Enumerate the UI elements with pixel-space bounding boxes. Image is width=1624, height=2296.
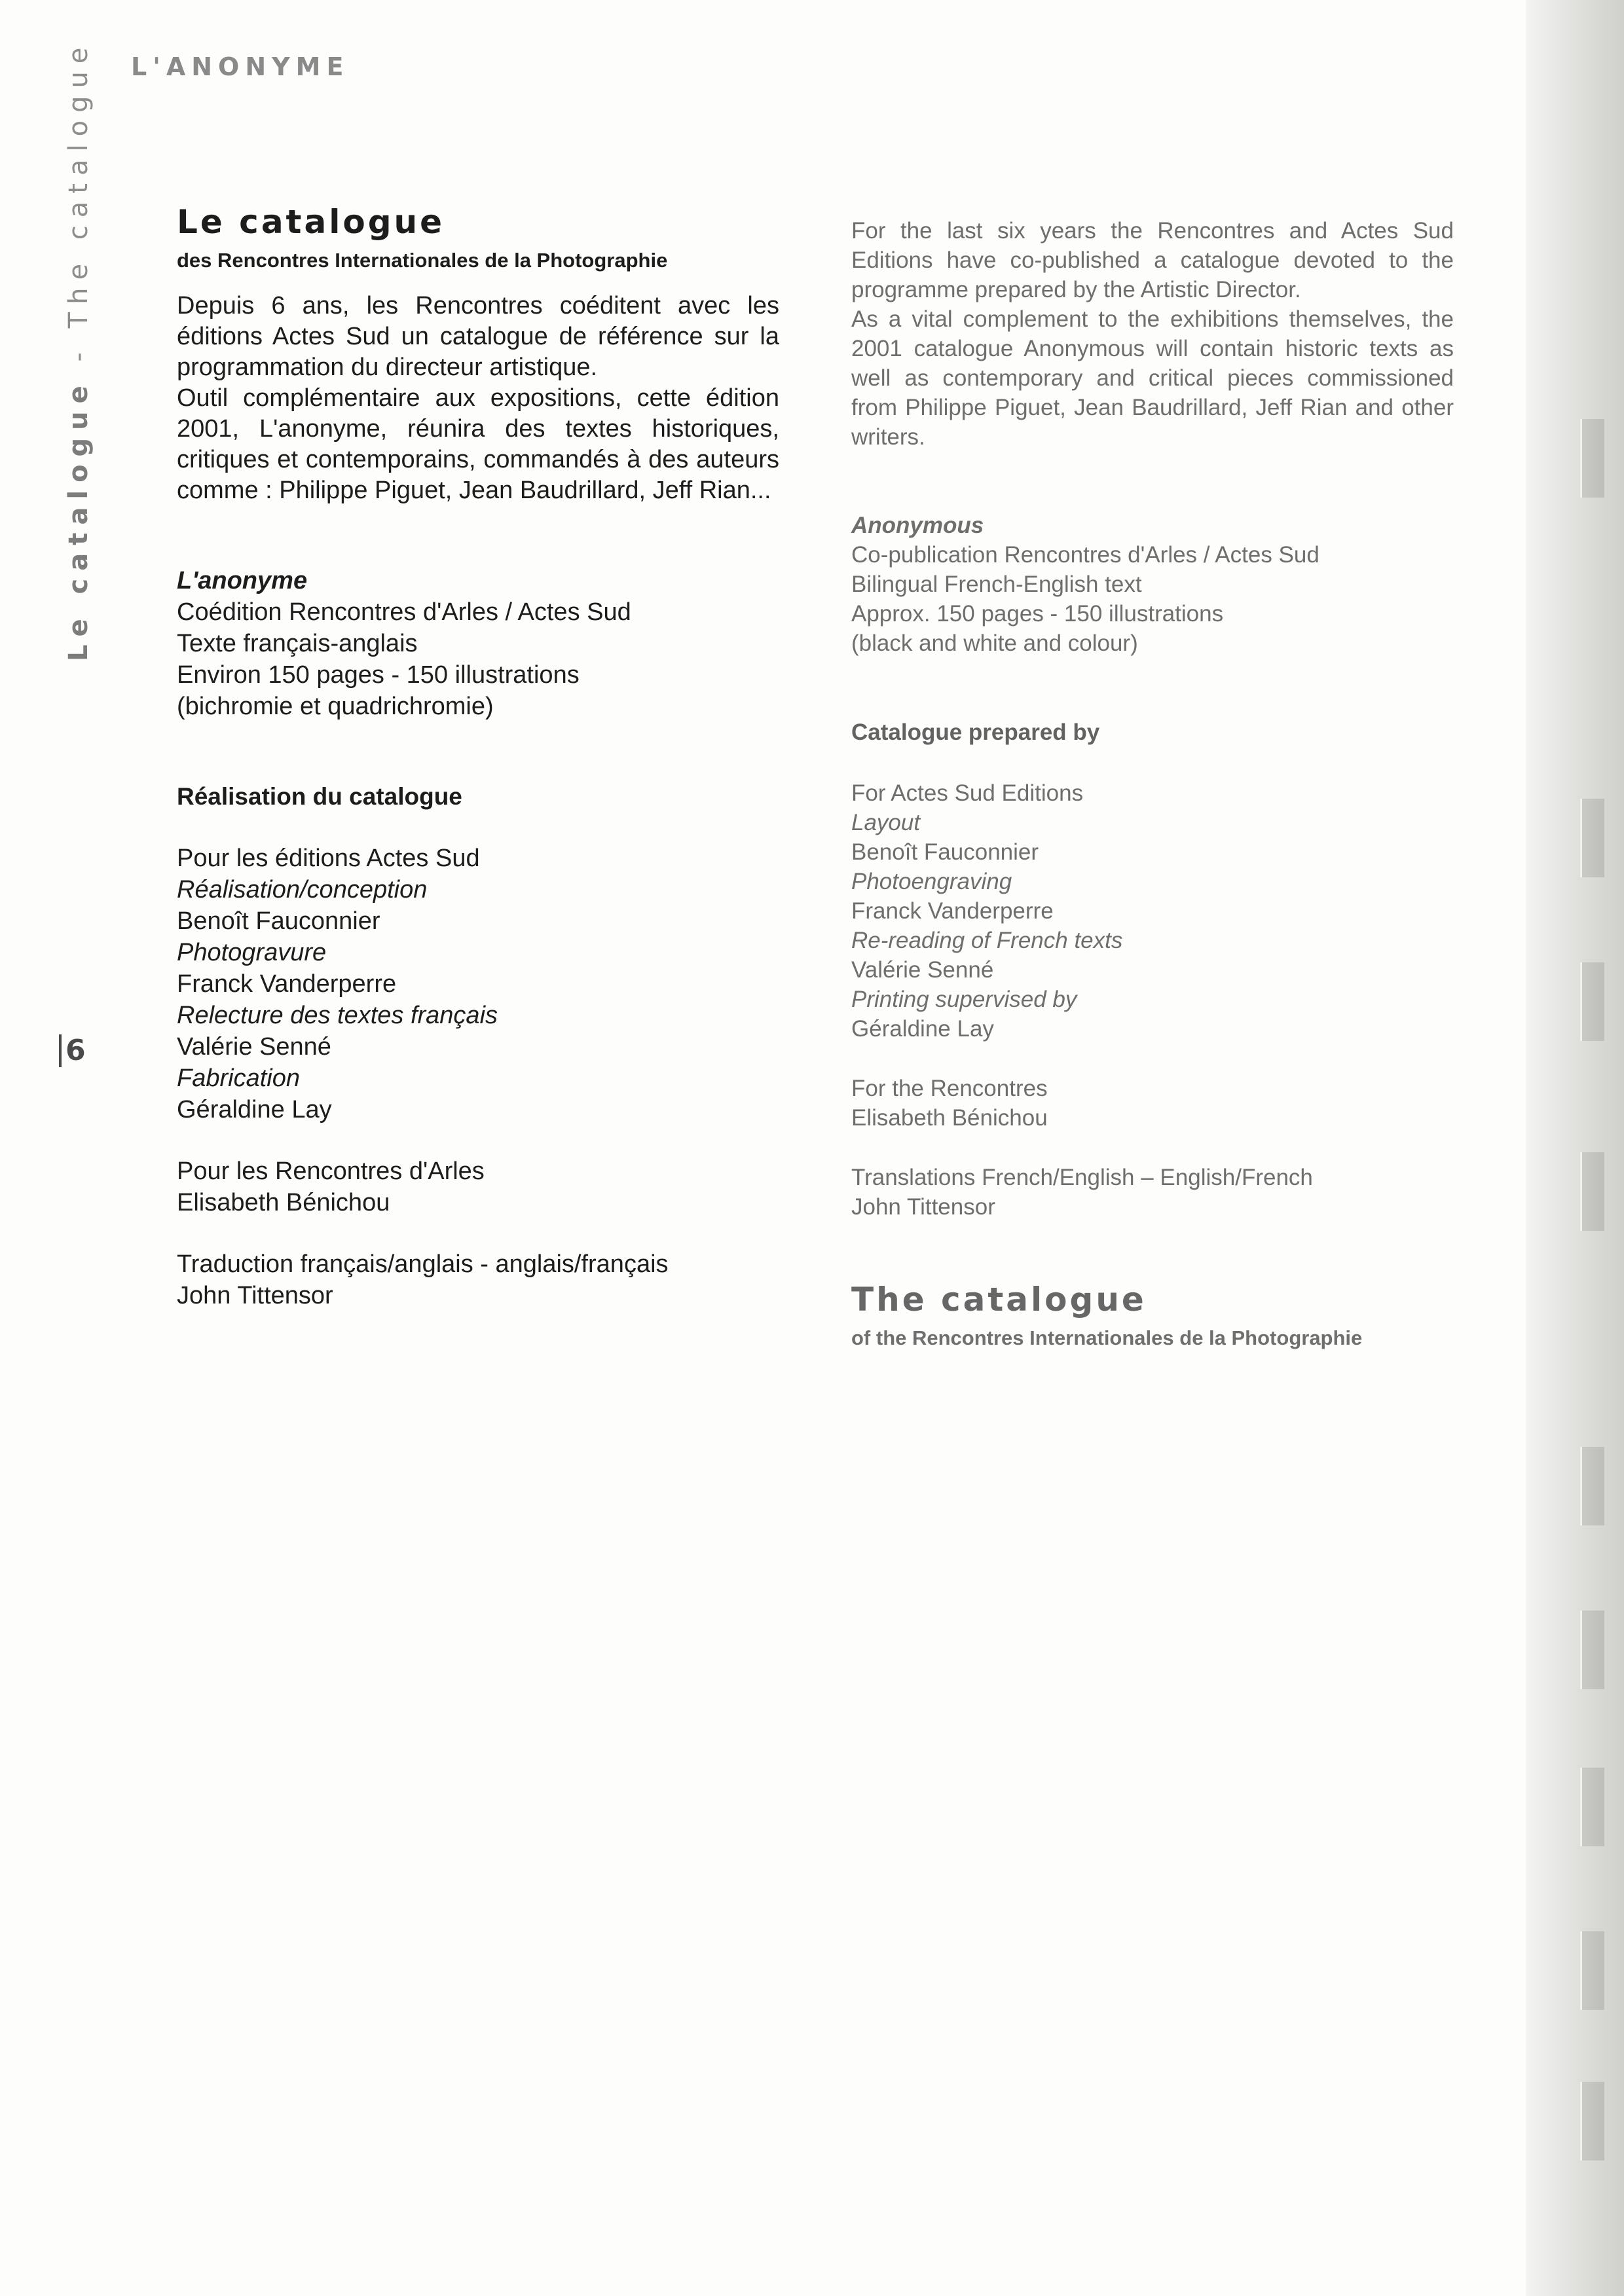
en-credits — [851, 717, 1454, 1222]
en-credit-name: Franck Vanderperre — [851, 898, 1054, 924]
en-credits-publisher: For Actes Sud Editions — [851, 780, 1084, 806]
fr-translation-name: John Tittensor — [177, 1282, 333, 1309]
edge-mark — [1580, 1447, 1604, 1525]
en-credit-role: Layout — [851, 810, 921, 835]
fr-translation-label: Traduction français/anglais - anglais/français — [177, 1250, 669, 1278]
en-rencontres-label: For the Rencontres — [851, 1076, 1048, 1101]
en-intro-sentence: As a vital complement to the exhibitions themselves, the 2001 catalogue Anonymous will contain historic texts as well as contemporary and critical pieces commissioned from Philippe Piguet, Jean Baudrillard, Jeff Rian and other writers. — [851, 306, 1454, 450]
edge-mark — [1580, 2082, 1604, 2160]
en-book-line: Bilingual French-English text — [851, 572, 1142, 597]
en-book-line: Co-publication Rencontres d'Arles / Actes Sud — [851, 542, 1320, 568]
edge-mark — [1580, 1611, 1604, 1689]
fr-rencontres-name: Elisabeth Bénichou — [177, 1189, 390, 1216]
edge-mark — [1580, 1768, 1604, 1846]
fr-credit-name: Benoît Fauconnier — [177, 907, 380, 935]
fr-title: Le catalogue — [177, 203, 445, 241]
fr-intro-sentence: Outil complémentaire aux expositions, cette édition 2001, L'anonyme, réunira des textes historiques, critiques et contemporains, commandés à des auteurs comme : Philippe Piguet, Jean Baudrillard, Jeff Rian... — [177, 384, 779, 504]
fr-credit-role: Relecture des textes français — [177, 1002, 498, 1029]
en-credit-role: Re-reading of French texts — [851, 928, 1123, 953]
fr-subtitle: des Rencontres Internationales de la Photographie — [177, 249, 668, 272]
en-title: The catalogue — [851, 1281, 1147, 1319]
fr-intro-sentence: Depuis 6 ans, les Rencontres coéditent avec les éditions Actes Sud un catalogue de référence sur la programmation du directeur artistique. — [177, 292, 779, 381]
fr-credit-role: Réalisation/conception — [177, 876, 428, 903]
en-title-block — [851, 1281, 1454, 1350]
en-book-line: Approx. 150 pages - 150 illustrations — [851, 601, 1224, 627]
vertical-title-sep: - — [64, 328, 94, 378]
fr-book-line: Texte français-anglais — [177, 630, 418, 657]
en-credit-name: Benoît Fauconnier — [851, 839, 1039, 865]
fr-book-info — [177, 565, 779, 722]
en-intro-sentence: For the last six years the Rencontres and Actes Sud Editions have co-published a catalogue devoted to the programme prepared by the Artistic Director. — [851, 218, 1454, 302]
edge-mark — [1580, 799, 1604, 877]
fr-intro — [177, 291, 779, 506]
en-credit-name: Géraldine Lay — [851, 1016, 994, 1042]
edge-mark — [1580, 962, 1604, 1041]
page-edge-shadow — [1526, 0, 1624, 2296]
fr-credits-heading: Réalisation du catalogue — [177, 783, 462, 810]
fr-credits — [177, 781, 779, 1311]
header-brand: L'ANONYME — [131, 52, 350, 81]
en-credit-role: Photoengraving — [851, 869, 1012, 894]
fr-book-title: L'anonyme — [177, 567, 308, 594]
french-column — [177, 203, 779, 1311]
fr-credit-name: Valérie Senné — [177, 1033, 331, 1061]
en-credits-heading: Catalogue prepared by — [851, 720, 1100, 745]
en-translation-name: John Tittensor — [851, 1194, 995, 1220]
fr-book-line: Coédition Rencontres d'Arles / Actes Sud — [177, 598, 631, 626]
edge-mark — [1580, 419, 1604, 498]
fr-credit-name: Géraldine Lay — [177, 1096, 332, 1123]
en-subtitle: of the Rencontres Internationales de la Photographie — [851, 1326, 1363, 1349]
en-rencontres-name: Elisabeth Bénichou — [851, 1105, 1048, 1131]
edge-mark — [1580, 1931, 1604, 2010]
en-translation-label: Translations French/English – English/French — [851, 1165, 1313, 1190]
fr-credit-name: Franck Vanderperre — [177, 970, 397, 998]
en-intro — [851, 216, 1454, 452]
vertical-title-en: The catalogue — [64, 39, 94, 329]
en-credit-role: Printing supervised by — [851, 987, 1077, 1012]
en-book-line: (black and white and colour) — [851, 630, 1138, 656]
vertical-title-fr: Le catalogue — [64, 378, 94, 661]
fr-credits-publisher: Pour les éditions Actes Sud — [177, 845, 480, 872]
english-column — [851, 216, 1454, 1368]
en-book-info — [851, 511, 1454, 658]
en-book-title: Anonymous — [851, 513, 984, 538]
edge-mark — [1580, 1152, 1604, 1231]
fr-book-line: Environ 150 pages - 150 illustrations — [177, 661, 580, 689]
page-number: 6 — [59, 1034, 86, 1067]
fr-credit-role: Fabrication — [177, 1065, 300, 1092]
vertical-running-title — [60, 39, 97, 661]
fr-book-line: (bichromie et quadrichromie) — [177, 693, 494, 720]
fr-credit-role: Photogravure — [177, 939, 327, 966]
fr-rencontres-label: Pour les Rencontres d'Arles — [177, 1157, 485, 1185]
en-credit-name: Valérie Senné — [851, 957, 994, 983]
